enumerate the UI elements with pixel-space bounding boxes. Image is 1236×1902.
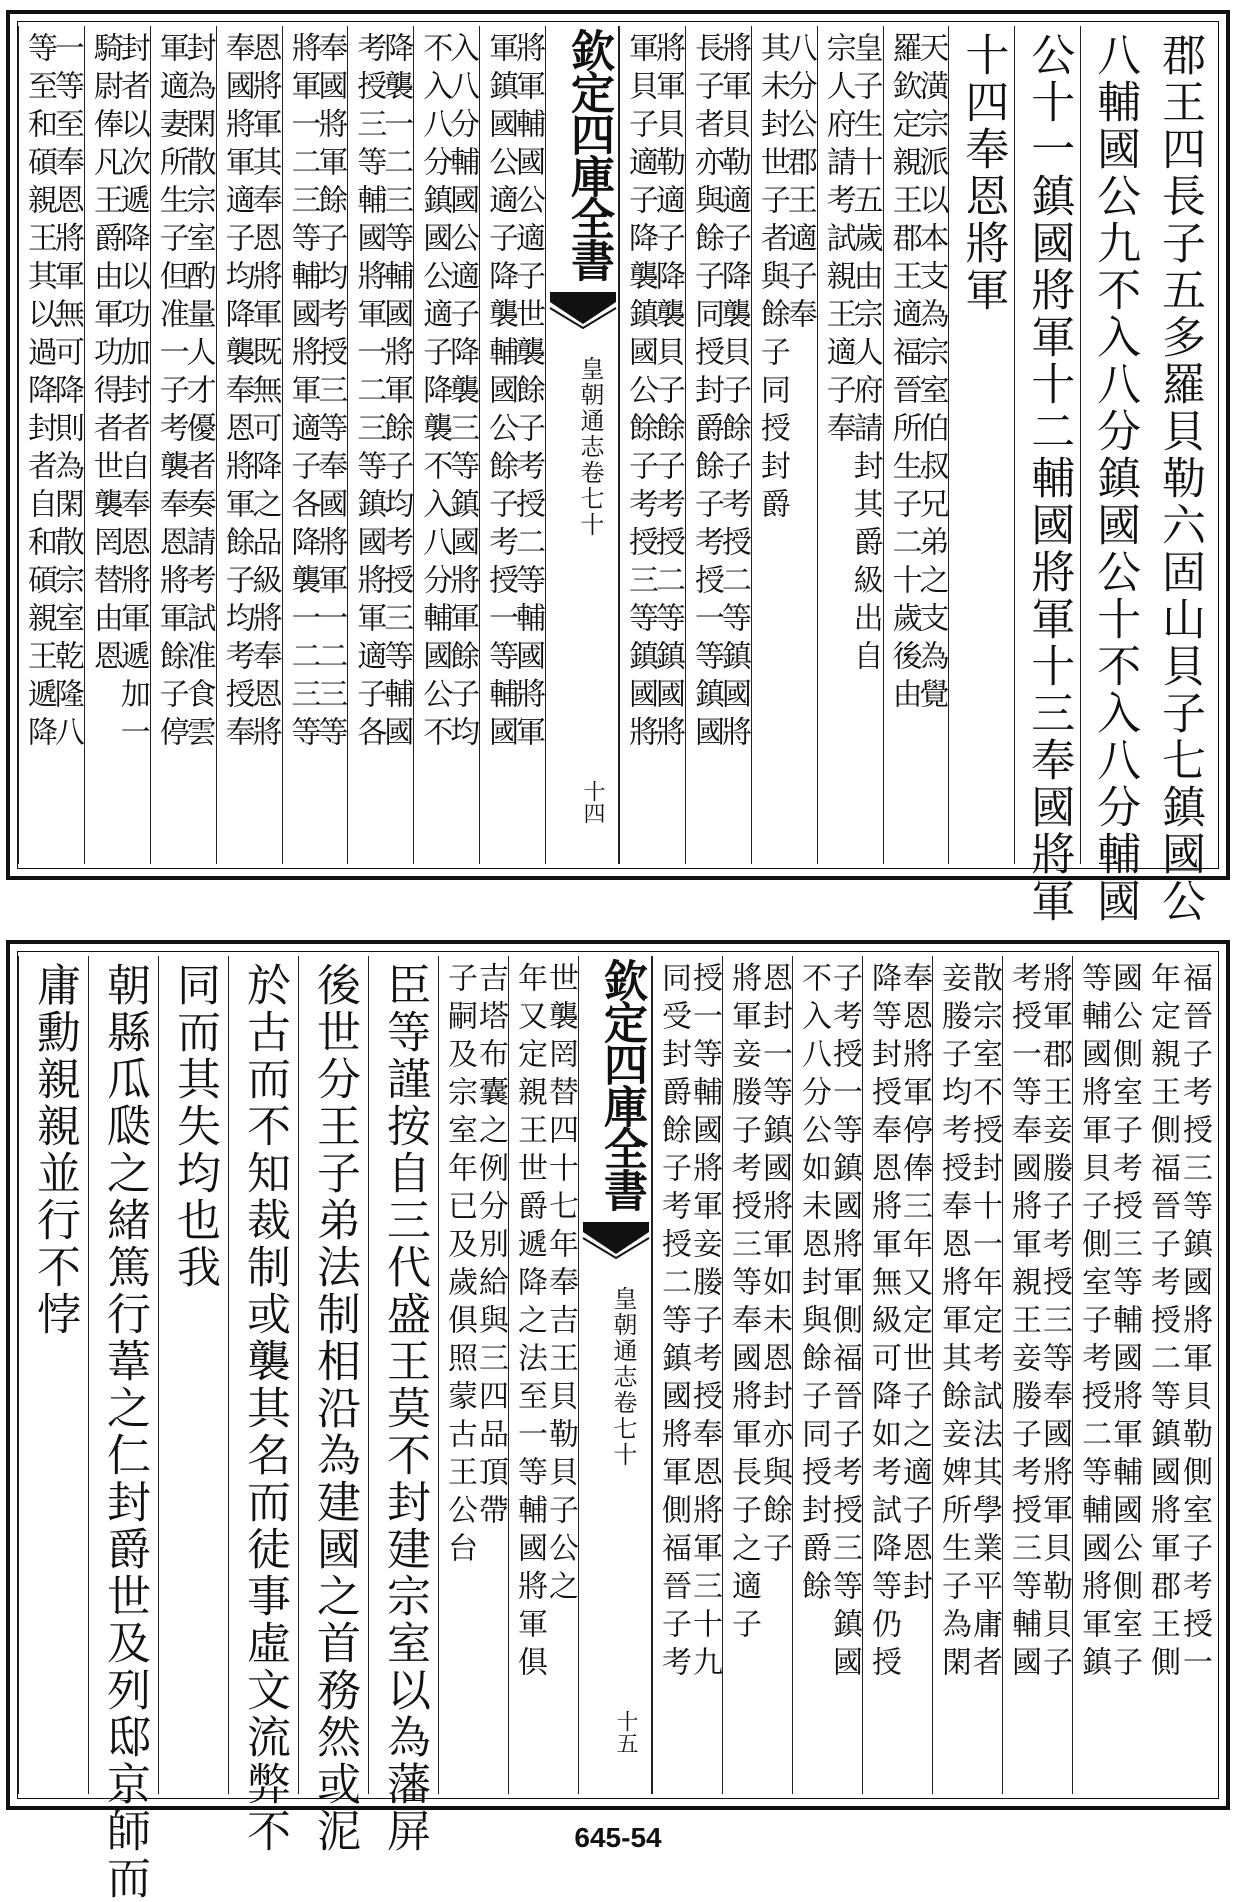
text-column: [368, 956, 438, 1855]
column-text: 十四奉恩將軍: [957, 32, 1009, 314]
annotation-left: 不入八分鎮國公適子降襲不入八分輔國公不: [417, 32, 453, 754]
page-number: 645-54: [574, 1822, 662, 1853]
annotation-left: 將軍妾媵子考授三等奉國將軍長子之適子: [726, 962, 761, 1646]
text-column: [932, 956, 1002, 1794]
text-column: [84, 26, 150, 864]
column-text: 後世分王子弟法制相沿為建國之首務然或泥: [309, 962, 360, 1855]
annotation-left: 年定親王側福晉子考授二等鎮國將軍郡王側: [1145, 962, 1180, 1684]
top-page: [6, 10, 1230, 925]
annotation-right: 恩封一等鎮國將軍如未恩封亦與餘子: [757, 962, 792, 1570]
folio-number: 十五: [613, 1710, 638, 1754]
annotation-right: 子考授一等鎮國將軍側福晉子考授三等鎮國: [827, 962, 862, 1684]
annotation-left: 等至和碩親王其以過降封者自和碩親王遞降: [22, 32, 57, 754]
text-column: [158, 956, 228, 1794]
book-series-header: 欽定四庫全書: [596, 958, 647, 1210]
annotation-right: 封者以次遞降以功加封者自奉恩將軍遞加一: [114, 32, 150, 754]
text-column: [862, 956, 932, 1794]
annotation-right: 將軍輔國公適子世襲餘子考授二等輔國將軍: [510, 32, 546, 754]
book-series-header: 欽定四庫全書: [563, 28, 615, 280]
annotation-left: 軍適妻所生子但准一子考襲奉恩將軍餘子停: [153, 32, 189, 754]
text-column: [883, 26, 949, 864]
annotation-left: 羅欽定親王郡王適福晉所生子二十歲後由: [886, 32, 922, 716]
annotation-left: 子嗣及宗室年已及歲俱照蒙古王公台: [442, 962, 477, 1570]
annotation-right: 奉國將軍餘子均考授三等奉國將軍一二三等: [312, 32, 348, 754]
annotation-left: 軍貝子適子降襲鎮國公餘子考授三等鎮國將: [623, 32, 659, 754]
text-column: [792, 956, 862, 1794]
text-column: [1142, 956, 1212, 1794]
annotation-right: 八分公郡王適子奉: [781, 32, 817, 336]
annotation-left: 將軍一二三等輔國將軍適子各降襲一二三等: [285, 32, 321, 754]
annotation-left: 奉國將軍適子均降襲奉恩將軍餘子均考授奉: [219, 32, 255, 754]
book-title: 皇朝通志卷七十: [609, 1286, 637, 1468]
annotation-right: 入八分輔國公適子降襲三等鎮國將軍餘子均: [444, 32, 480, 754]
column-text: 同而其失均也我: [169, 962, 220, 1291]
annotation-right: 福晉子考授三等鎮國將軍貝勒側室子考授一: [1177, 962, 1212, 1684]
text-column: [479, 26, 545, 864]
annotation-right: 授一等輔國將軍妾媵子考授奉恩將軍三十九: [687, 962, 722, 1684]
annotation-right: 恩將軍其奉恩將軍既無可降之品級將奉恩將: [246, 32, 282, 754]
annotation-right: 將軍貝勒適子降襲貝子餘子考授二等鎮國將: [715, 32, 751, 754]
book-title: 皇朝通志卷七十: [576, 356, 605, 538]
top-page-frame: [17, 21, 1219, 925]
text-column: [438, 956, 508, 1794]
text-column: [1146, 26, 1212, 925]
text-column: [508, 956, 578, 1794]
text-column: [413, 26, 479, 864]
text-column: [282, 26, 348, 864]
column-text: 郡王四長子五多羅貝勒六固山貝子七鎮國公: [1154, 32, 1206, 925]
text-column: [228, 956, 298, 1855]
column-text: 於古而不知裁制或襲其名而徒事虛文流弊不: [239, 962, 290, 1855]
annotation-right: 一等至奉恩將軍無可降則為閑散宗室乾隆八: [48, 32, 84, 754]
annotation-right: 吉塔布囊之例分別給與三四品頂帶: [473, 962, 508, 1532]
annotation-right: 國公側室子考授三等輔國將軍輔國公側室子: [1107, 962, 1142, 1684]
text-column: [18, 26, 84, 864]
column-text: 朝縣瓜瓞之緒篤行葦之仁封爵世及列邸京師而: [99, 962, 150, 1902]
annotation-left: 等輔國將軍貝子側室子考授二等輔國將軍鎮: [1076, 962, 1111, 1684]
text-column: [619, 26, 685, 864]
annotation-left: 同受封爵餘子考授二等鎮國將軍側福晉子考: [656, 962, 691, 1684]
folio-number: 十四: [580, 780, 606, 824]
annotation-left: 軍鎮國公適子降襲輔國公餘子考授一等輔國: [483, 32, 519, 754]
annotation-left: 考授一等奉國將軍親王妾媵子考授三等輔國: [1006, 962, 1041, 1684]
annotation-right: 世襲罔替四十七年奉吉王貝勒貝子公之: [543, 962, 578, 1608]
annotation-left: 宗人府請考試親王適子奉: [820, 32, 856, 450]
annotation-right: 天潢宗派以本支為宗室伯叔兄弟之支為覺: [913, 32, 949, 716]
annotation-right: 將軍貝勒適子降襲貝子餘子考授二等鎮國將: [649, 32, 685, 754]
annotation-right: 降襲一二三等輔國將軍餘子均考授三等輔國: [378, 32, 414, 754]
text-column: [88, 956, 158, 1902]
text-column: [1014, 26, 1080, 925]
annotation-left: 降等封授奉恩將軍無級可降如考試降等仍授: [866, 962, 901, 1684]
column-text: 八輔國公九不入八分鎮國公十不入八分輔國: [1089, 32, 1141, 925]
text-column: [948, 26, 1014, 864]
annotation-right: 將軍郡王妾媵子考授三等奉國將軍貝勒貝子: [1037, 962, 1072, 1684]
center-header-column: [578, 956, 652, 1794]
annotation-left: 考授三等輔國將軍一二三等鎮國將軍適子各: [351, 32, 387, 754]
annotation-left: 年又定親王世爵遞降之法至一等輔國將軍俱: [512, 962, 547, 1684]
fishtail-ornament-icon: [546, 288, 620, 328]
column-text: 庸勳親親並行不悖: [29, 962, 80, 1338]
annotation-right: 封為閑散宗室酌量人才優者奏請考試准食雲: [180, 32, 216, 754]
annotation-left: 騎尉俸凡王爵由軍功得者世襲罔替由恩: [87, 32, 123, 678]
column-text: 臣等謹按自三代盛王莫不封建宗室以為藩屏: [379, 962, 430, 1855]
text-column: [18, 956, 88, 1794]
text-column: [722, 956, 792, 1794]
text-column: [751, 26, 817, 864]
annotation-left: 不入八分公如未恩封與餘子同授封爵餘: [796, 962, 831, 1608]
text-column: [685, 26, 751, 864]
annotation-right: 皇子生十五歲由宗人府請封其爵級出自: [847, 32, 883, 678]
text-column: [298, 956, 368, 1855]
center-header-column: [545, 26, 619, 864]
annotation-left: 妾媵子均考授奉恩將軍其餘妾婢所生子為閑: [936, 962, 971, 1684]
text-column: [817, 26, 883, 864]
annotation-right: 散宗室不授封十一年定考試法其學業平庸者: [967, 962, 1002, 1684]
text-column: [1072, 956, 1142, 1794]
text-column: [216, 26, 282, 864]
annotation-left: 其未封世子者與餘子同授封爵: [754, 32, 790, 526]
text-column: [652, 956, 722, 1794]
text-column: [1080, 26, 1146, 925]
text-column: [347, 26, 413, 864]
text-column: [1002, 956, 1072, 1794]
annotation-right: 奉恩將軍停俸三年又定世子之適子恩封: [897, 962, 932, 1608]
annotation-left: 長子者亦與餘子同授封爵餘子考授一等鎮國: [688, 32, 724, 754]
text-column: [150, 26, 216, 864]
column-text: 公十一鎮國將軍十二輔國將軍十三奉國將軍: [1023, 32, 1075, 925]
fishtail-ornament-icon: [579, 1218, 653, 1258]
